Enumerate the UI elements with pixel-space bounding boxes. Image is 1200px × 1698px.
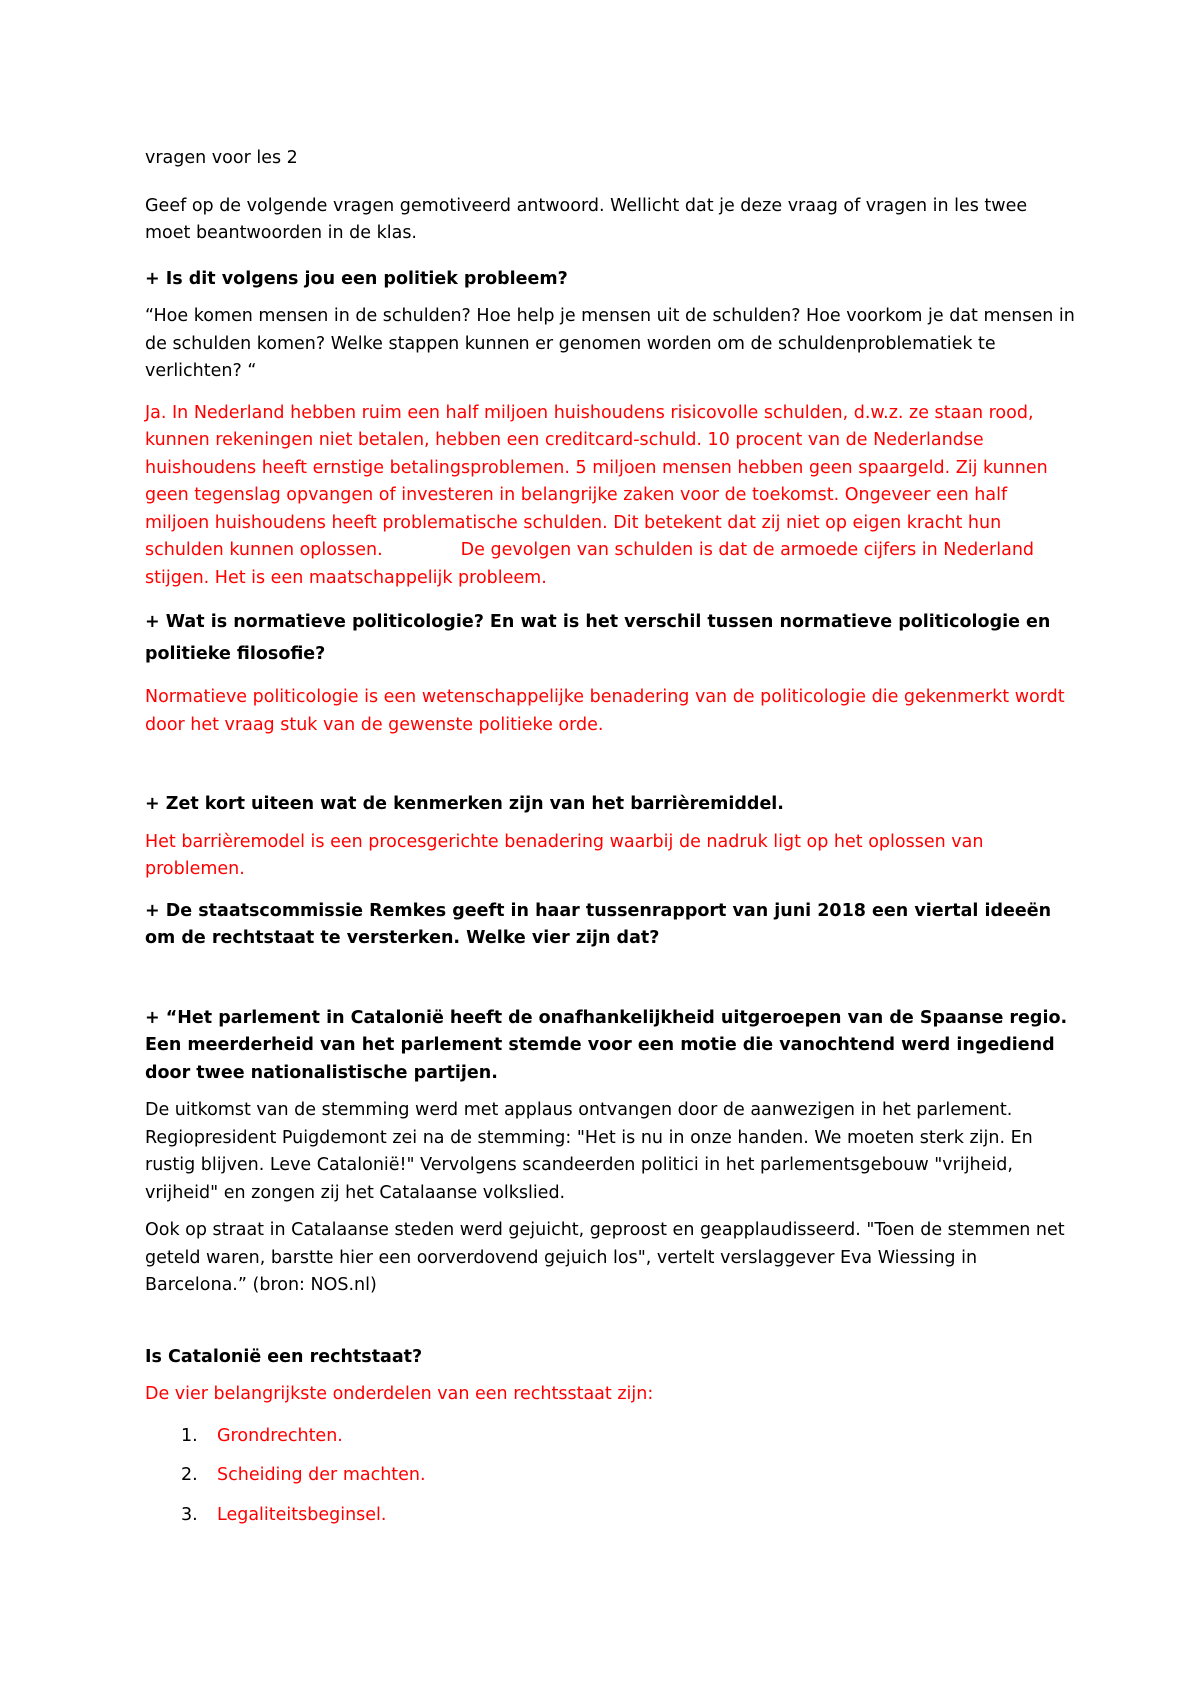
list-item (145, 1502, 1075, 1530)
list-item (145, 1462, 1075, 1490)
list-text: Grondrechten. (217, 1425, 343, 1446)
answer-1 (145, 400, 1075, 593)
intro-paragraph: Geef op de volgende vragen gemotiveerd antwoord. Wellicht dat je deze vraag of vragen in les twee moet beantwoorden in de klas. (145, 195, 1028, 243)
list-text: Scheiding der machten. (217, 1465, 426, 1485)
quote-paragraph-1: De uitkomst van de stemming werd met applaus ontvangen door de aanwezigen in het parlement. Regiopresident Puigdemont zei na de stemming: "Het is nu in onze handen. We moeten sterk zijn. En rustig blijven. Leve Catalonië!" Vervolgens scandeerden politici in het parlementsgebouw "vrijheid, vrijheid" en zongen zij het Catalaanse volkslied. (145, 1100, 1033, 1203)
answer-1-part-2: De gevolgen van schulden is dat de armoede cijfers in Nederland stijgen. Het is een maatschappelijk probleem. (145, 540, 1035, 588)
list-number: 1. (181, 1425, 198, 1446)
list-text: Legaliteitsbeginsel. (217, 1504, 387, 1525)
question-3: + Zet kort uiteen wat de kenmerken zijn van het barrièremiddel. (145, 794, 784, 814)
document-body (145, 145, 1075, 1541)
answer-5-intro: De vier belangrijkste onderdelen van een rechtsstaat zijn: (145, 1384, 654, 1404)
question-4: + De staatscommissie Remkes geeft in haar tussenrapport van juni 2018 een viertal ideeën om de rechtstaat te versterken. Welke vier zijn dat? (145, 900, 1052, 948)
answer-3: Het barrièremodel is een procesgerichte benadering waarbij de nadruk ligt op het oplossen van problemen. (145, 831, 984, 879)
question-5: + “Het parlement in Catalonië heeft de onafhankelijkheid uitgeroepen van de Spaanse regio. Een meerderheid van het parlement stemde voor een motie die vanochtend werd ingediend door twee nationalistische partijen. (145, 1007, 1068, 1083)
question-2: + Wat is normatieve politicologie? En wat is het verschil tussen normatieve politicologie en politieke filosofie? (145, 612, 1051, 664)
document-title: vragen voor les 2 (145, 148, 298, 168)
quote-paragraph-2: Ook op straat in Catalaanse steden werd gejuicht, geproost en geapplaudisseerd. "Toen de stemmen net geteld waren, barstte hier een oorverdovend gejuich los", vertelt verslaggever Eva Wiessing in Barcelona.” (bron: NOS.nl) (145, 1220, 1065, 1295)
answer-1-part-1: Ja. In Nederland hebben ruim een half miljoen huishoudens risicovolle schulden, d.w.z. ze staan rood, kunnen rekeningen niet betalen, hebben een creditcard-schuld. 10 procent van de Nederlandse huishoudens heeft ernstige betalingsproblemen. 5 miljoen mensen hebben geen spaargeld. Zij kunnen geen tegenslag opvangen of investeren in belangrijke zaken voor de toekomst. Ongeveer een half miljoen huishoudens heeft problematische schulden. Dit betekent dat zij niet op eigen kracht hun schulden kunnen oplossen. (145, 402, 1048, 560)
list-number: 3. (181, 1504, 198, 1525)
list-item (145, 1423, 1075, 1451)
answer-2: Normatieve politicologie is een wetenschappelijke benadering van de politicologie die gekenmerkt wordt door het vraag stuk van de gewenste politieke orde. (145, 687, 1065, 735)
sub-question: Is Catalonië een rechtstaat? (145, 1346, 423, 1367)
list-number: 2. (181, 1465, 198, 1485)
question-1-quote: “Hoe komen mensen in de schulden? Hoe help je mensen uit de schulden? Hoe voorkom je dat mensen in de schulden komen? Welke stappen kunnen er genomen worden om de schuldenproblematiek te verlichten? “ (145, 306, 1075, 381)
question-1: + Is dit volgens jou een politiek probleem? (145, 268, 568, 289)
answer-list (145, 1423, 1075, 1530)
